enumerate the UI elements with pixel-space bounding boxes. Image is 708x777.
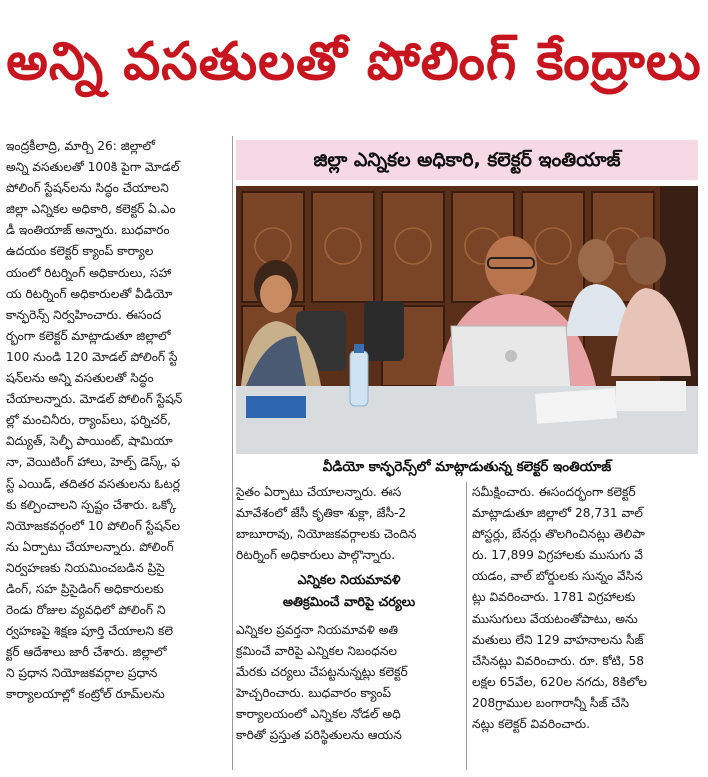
column-3-line: పోస్టర్లు, బేనర్లు తొలగించినట్లు తెలిపా [472,527,645,542]
article-column-2-bottom [236,620,462,747]
column-1-line: ర్వహణపై శిక్షణ పూర్తి చేయాలని కలె [6,624,173,639]
column-1-line: కార్యాలయాల్లో కంట్రోల్ రూమ్‌లను [6,687,165,702]
column-2-line: హెచ్చరించారు. బుధవారం క్యాంప్ [236,686,392,701]
column-3-line: ట్లు వివరించారు. 1781 విగ్రహాలకు [472,590,636,605]
column-2-line: కారితో ప్రస్తుత పరిస్థితులను ఆయన [236,728,402,743]
column-2-line: ఎన్నికల ప్రవర్తనా నియమావళి అతి [236,623,399,637]
column-2-line: సైతం ఏర్పాటు చేయాలన్నారు. ఈస [236,485,402,499]
column-1-line: డీ ఇంతియాజ్ అన్నారు. బుధవారం [6,223,170,238]
article-column-3 [472,482,704,735]
article-column-2-top [236,482,462,566]
column-1-line: షన్‌లను అన్ని వసతులతో సిద్ధం [6,371,154,386]
column-1-line: జిల్లా ఎన్నికల అధికారి, కలెక్టర్ ఏ.ఎం [6,202,176,217]
article-column-1 [6,136,231,706]
column-1-line: యంలో రిటర్నింగ్ అధికారులు, సహా [6,265,172,280]
column-divider [466,482,467,770]
column-2-line: మావేశంలో జేసీ కృతికా శుక్లా, జేసీ-2 [236,506,407,521]
column-1-line: 100 నుండి 120 మోడల్ పోలింగ్ స్టే [6,349,178,364]
column-3-line: యడం, వాల్ బోర్డులకు సున్నం వేసిన [472,569,643,584]
column-3-line: లక్షల 65వేల, 620ల నగదు, 8కిలోల [472,674,647,689]
column-1-line: ను ఏర్పాటు చేయాలన్నారు. పోలింగ్ [6,539,174,554]
column-1-line: అన్ని వసతులతో 100కి పైగా మోడల్ [6,160,180,175]
column-3-line: సమీక్షించారు. ఈసందర్భంగా కలెక్టర్ [472,485,636,499]
column-1-line: కు కల్పించాలని స్పష్టం చేశారు. ఒక్కో [6,497,177,512]
section-subheading-line-1: ఎన్నికల నియమావళి [297,573,401,588]
column-2-line: రిటర్నింగ్ అధికారులు పాల్గొన్నారు. [236,548,395,563]
column-3-line: మతులు లేని 129 వాహనాలను సీజ్ [472,632,644,647]
column-2-line: క్రమించే వారిపై ఎన్నికల నిబంధనల [236,644,398,659]
column-1-line: డింగ్, సహ ప్రిసైడింగ్ అధికారులకు [6,581,164,596]
column-1-line: పోలింగ్ స్టేషన్‌లను సిద్ధం చేయాలని [6,181,169,196]
news-photo [236,186,698,454]
column-1-line: ని ప్రధాన నియోజకవర్గాల ప్రధాన [6,666,158,681]
column-1-line: ఉదయం కలెక్టర్ క్యాంప్ కార్యాల [6,244,154,259]
column-3-line: 208గ్రాముల బంగారాన్నీ సీజ్ చేసి [472,695,630,710]
column-1-line: నియోజకవర్గంలో 10 పోలింగ్ స్టేషన్‌ల [6,518,181,533]
column-1-line: క్టర్ ఆదేశాలు జారీ చేశారు. జిల్లాలో [6,645,167,660]
column-1-line: ఇంద్రకీలాద్రి, మార్చి 26: జిల్లాలో [6,139,155,153]
column-2-line: కార్యాలయంలో ఎన్నికల నోడల్ అధి [236,707,401,722]
column-1-line: విద్యుత్, సెల్ఫీ పాయింట్, షామియా [6,434,173,449]
column-2-line: మేరకు చర్యలు చేపట్టనున్నట్లు కలెక్టర్ [236,665,408,680]
subheadline: జిల్లా ఎన్నికల అధికారి, కలెక్టర్ ఇంతియాజ్ [236,140,698,180]
column-1-line: రెండు రోజుల వ్యవధిలో పోలింగ్ ని [6,603,166,618]
photo-illustration [236,186,698,454]
column-3-line: ముసుగులు వేయటంతోపాటు, అను [472,611,638,626]
column-1-line: నిర్వహణకు నియమించబడిన ప్రిసై [6,560,165,575]
column-1-line: నా, వెయిటింగ్ హాలు, హెల్ప్ డెస్క్, ఫ [6,455,181,470]
column-1-line: స్ట్ ఎయిడ్, తదితర వసతులను ఓటర్ల [6,476,180,491]
photo-caption: వీడియో కాన్ఫరెన్స్‌లో మాట్లాడుతున్న కలెక్టర్ ఇంతియాజ్ [322,459,612,475]
column-1-line: య రిటర్నింగ్ అధికారులతో వీడియో [6,286,173,301]
column-1-line: ర్భంగా కలెక్టర్ మాట్లాడుతూ జిల్లాలో [6,328,171,343]
column-divider [232,136,233,770]
column-2-line: బాబూరావు, నియోజకవర్గాలకు చెందిన [236,527,417,542]
column-1-line: ల్లో మంచినీరు, ర్యాంప్‌లు, ఫర్నిచర్, [6,413,171,428]
column-3-line: రు. 17,899 విగ్రహాలకు ముసుగు వే [472,548,643,563]
column-3-line: మాట్లాడుతూ జిల్లాలో 28,731 వాల్ [472,506,643,521]
headline: అన్ని వసతులతో పోలింగ్ కేంద్రాలు [6,32,702,92]
column-1-line: చేయాలన్నారు. మోడల్ పోలింగ్ స్టేషన్ [6,392,183,407]
column-3-line: చేసినట్లు వివరించారు. రూ. కోటి, 58 [472,653,645,668]
section-subheading-line-2: అతిక్రమించే వారిపై చర్యలు [282,595,416,610]
column-1-line: కాన్ఫరెన్స్ నిర్వహించారు. ఈసంద [6,307,162,322]
column-3-line: నట్లు కలెక్టర్ వివరించారు. [472,717,591,732]
